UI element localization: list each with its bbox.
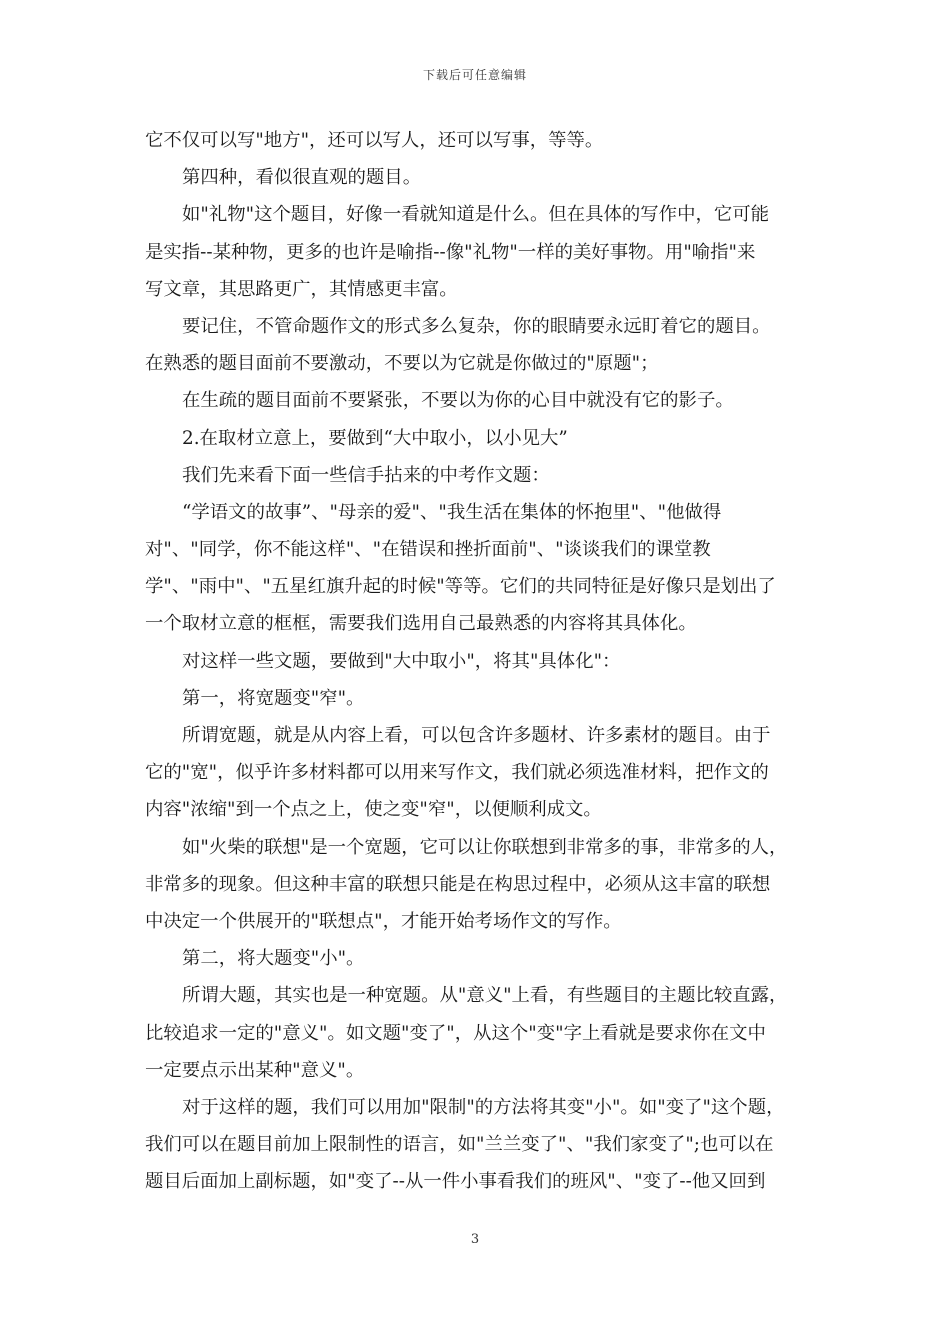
text-line: 我们先来看下面一些信手拈来的中考作文题： <box>182 464 550 486</box>
text-line: 一个取材立意的框框，需要我们选用自己最熟悉的内容将其具体化。 <box>145 613 697 635</box>
text-line: 所谓宽题，就是从内容上看，可以包含许多题材、许多素材的题目。由于 <box>182 725 771 746</box>
text-line: 第四种，看似很直观的题目。 <box>182 167 422 189</box>
text-line: 第二，将大题变"小"。 <box>182 948 365 970</box>
text-line: 对这样一些文题，要做到"大中取小"，将其"具体化"： <box>182 650 621 672</box>
text-line: 它的"宽"，似乎许多材料都可以用来写作文，我们就必须选准材料，把作文的 <box>145 762 769 784</box>
text-line: 在生疏的题目面前不要紧张，不要以为你的心目中就没有它的影子。 <box>182 390 734 412</box>
page-header: 下载后可任意编辑 <box>422 68 527 82</box>
text-line: 是实指--某种物，更多的也许是喻指--像"礼物"一样的美好事物。用"喻指"来 <box>145 241 756 263</box>
text-line: 2.在取材立意上，要做到“大中取小，以小见大” <box>182 427 568 449</box>
text-line: 要记住，不管命题作文的形式多么复杂，你的眼睛要永远盯着它的题目。 <box>182 315 771 337</box>
text-line: 题目后面加上副标题，如"变了--从一件小事看我们的班风"、"变了--他又回到 <box>145 1171 766 1193</box>
page-number: 3 <box>470 1232 480 1247</box>
text-line: “学语文的故事”、"母亲的爱"、"我生活在集体的怀抱里"、"他做得 <box>182 501 722 523</box>
text-line: 中决定一个供展开的"联想点"，才能开始考场作文的写作。 <box>145 910 622 932</box>
text-line: 我们可以在题目前加上限制性的语言，如"兰兰变了"、"我们家变了";也可以在 <box>145 1134 774 1156</box>
text-line: 在熟悉的题目面前不要激动，不要以为它就是你做过的"原题"； <box>145 353 659 375</box>
text-line: 比较追求一定的"意义"。如文题"变了"，从这个"变"字上看就是要求你在文中 <box>145 1022 766 1044</box>
text-line: 非常多的现象。但这种丰富的联想只能是在构思过程中，必须从这丰富的联想 <box>145 873 771 895</box>
text-line: 一定要点示出某种"意义"。 <box>145 1059 365 1081</box>
text-line: 如"火柴的联想"是一个宽题，它可以让你联想到非常多的事，非常多的人， <box>182 836 788 858</box>
document-body <box>145 122 810 1200</box>
text-line: 内容"浓缩"到一个点之上，使之变"窄"，以便顺利成文。 <box>145 799 602 821</box>
text-line: 对"、"同学，你不能这样"、"在错误和挫折面前"、"谈谈我们的课堂教 <box>145 539 711 561</box>
text-line: 对于这样的题，我们可以用加"限制"的方法将其变"小"。如"变了"这个题， <box>182 1096 785 1118</box>
text-line: 第一，将宽题变"窄"。 <box>182 687 365 709</box>
text-line: 所谓大题，其实也是一种宽题。从"意义"上看，有些题目的主题比较直露， <box>182 985 788 1007</box>
text-line: 它不仅可以写"地方"，还可以写人，还可以写事，等等。 <box>145 130 604 151</box>
text-line: 学"、"雨中"、"五星红旗升起的时候"等等。它们的共同特征是好像只是划出了 <box>145 576 776 598</box>
text-line: 如"礼物"这个题目，好像一看就知道是什么。但在具体的写作中，它可能 <box>182 204 770 226</box>
text-line: 写文章，其思路更广，其情感更丰富。 <box>145 278 458 300</box>
